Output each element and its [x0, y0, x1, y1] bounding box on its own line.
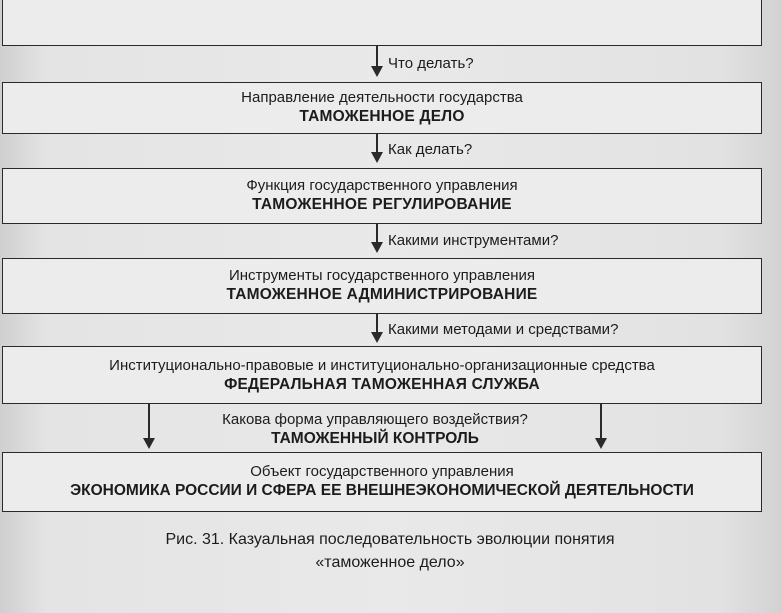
box-1-title: ТАМОЖЕННОЕ ДЕЛО — [299, 108, 465, 125]
top-box — [2, 0, 762, 46]
arrow-1-line — [376, 46, 378, 68]
box-customs-affair — [2, 82, 762, 134]
control-block — [160, 410, 590, 449]
object-caption: Объект государственного управления — [250, 463, 514, 480]
figure-caption — [40, 528, 740, 574]
box-3-title: ТАМОЖЕННОЕ АДМИНИСТРИРОВАНИЕ — [226, 286, 538, 303]
arrow-right-head — [595, 438, 607, 449]
question-3: Какими инструментами? — [388, 232, 559, 249]
question-1: Что делать? — [388, 55, 474, 72]
question-2: Как делать? — [388, 141, 473, 158]
box-customs-regulation — [2, 168, 762, 224]
box-federal-customs-service — [2, 346, 762, 404]
arrow-3-head — [371, 242, 383, 253]
arrow-2-line — [376, 134, 378, 154]
caption-line-1: Рис. 31. Казуальная последовательность эволюции понятия — [165, 531, 615, 548]
box-1-caption: Направление деятельности государства — [241, 89, 523, 106]
arrow-4-line — [376, 314, 378, 334]
box-2-caption: Функция государственного управления — [246, 177, 518, 194]
question-4: Какими методами и средствами? — [388, 321, 619, 338]
box-4-caption: Институционально-правовые и институционально-организационные средства — [109, 357, 655, 374]
object-title: ЭКОНОМИКА РОССИИ И СФЕРА ЕЕ ВНЕШНЕЭКОНОМИЧЕСКОЙ ДЕЯТЕЛЬНОСТИ — [70, 482, 694, 499]
arrow-left-line — [148, 404, 150, 440]
control-question: Какова форма управляющего воздействия? — [222, 411, 528, 428]
arrow-4-head — [371, 332, 383, 343]
box-3-caption: Инструменты государственного управления — [228, 267, 535, 284]
box-2-title: ТАМОЖЕННОЕ РЕГУЛИРОВАНИЕ — [252, 196, 512, 213]
caption-line-2: «таможенное дело» — [315, 554, 465, 571]
arrow-1-head — [371, 66, 383, 77]
box-object — [2, 452, 762, 512]
control-label: ТАМОЖЕННЫЙ КОНТРОЛЬ — [271, 430, 479, 447]
arrow-3-line — [376, 224, 378, 244]
arrow-right-line — [600, 404, 602, 440]
arrow-left-head — [143, 438, 155, 449]
box-4-title: ФЕДЕРАЛЬНАЯ ТАМОЖЕННАЯ СЛУЖБА — [224, 376, 540, 393]
box-customs-administration — [2, 258, 762, 314]
arrow-2-head — [371, 152, 383, 163]
